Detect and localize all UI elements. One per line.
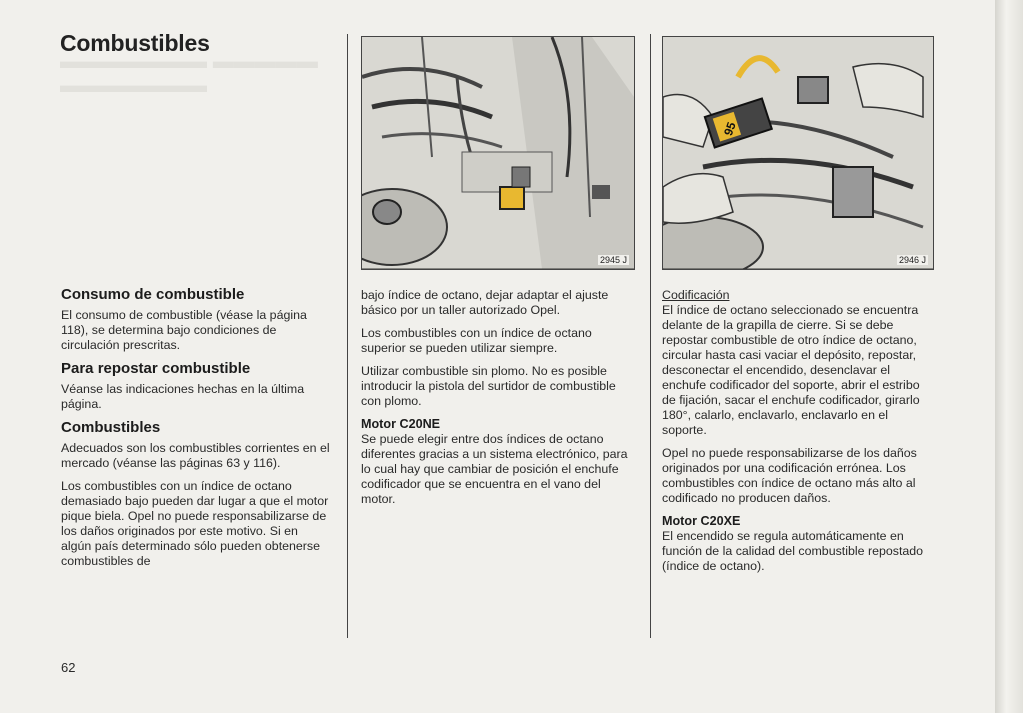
paragraph: Utilizar combustible sin plomo. No es posible introducir la pistola del surtidor de combustible con plomo. <box>361 364 616 408</box>
engine-bay-illustration <box>361 36 635 270</box>
paragraph: El encendido se regula automáticamente en función de la calidad del combustible repostado (índice de octano). <box>662 529 924 573</box>
paragraph: El índice de octano seleccionado se encuentra delante de la grapilla de cierre. Si se debe repostar combustible de otro índice de octano, circular hasta casi vaciar el depósito, repostar, desconectar el encendido, desenclavar el enchufe codificador del soporte, abrir el estribo de fijación, sacar el enchufe codificador, girarlo 180°, calarlo, enclavarlo, enclavarlo en el soporte. <box>662 303 920 437</box>
show-through-text: ▬▬▬▬▬▬▬ ▬▬▬▬▬ ▬▬▬▬▬▬▬ <box>60 50 318 97</box>
subheading-codificacion: Codificación <box>662 288 730 302</box>
section-heading-combustibles: Combustibles <box>61 419 161 436</box>
paragraph: Se puede elegir entre dos índices de octano diferentes gracias a un sistema electrónico, para lo cual hay que cambiar de posición el enchufe codificador que se encuentra en el vano del motor. <box>361 432 628 506</box>
page-title: Combustibles <box>60 30 210 56</box>
coding-plug-label: 95 <box>721 120 739 138</box>
figure-code: 2945 J <box>599 255 627 265</box>
figure-code: 2946 J <box>898 255 926 265</box>
column-2 <box>361 288 633 515</box>
coding-plug-drawing <box>663 37 933 269</box>
page-edge <box>995 0 1023 713</box>
subheading-c20ne: Motor C20NE <box>361 417 441 431</box>
coding-plug-illustration <box>662 36 934 270</box>
paragraph: Véanse las indicaciones hechas en la última página. <box>61 382 305 411</box>
column-3 <box>662 288 932 582</box>
paragraph: Opel no puede responsabilizarse de los daños originados por una codificación errónea. Los combustibles con índice de octano más alto al codificado no producen daños. <box>662 446 917 505</box>
page-number: 62 <box>61 660 76 675</box>
paragraph: Adecuados son los combustibles corrientes en el mercado (véanse las páginas 63 y 116). <box>61 441 330 470</box>
column-1 <box>61 287 331 577</box>
paragraph: Los combustibles con un índice de octano superior se pueden utilizar siempre. <box>361 326 592 355</box>
paragraph: Los combustibles con un índice de octano demasiado bajo pueden dar lugar a que el motor pique biela. Opel no puede responsabilizarse de los daños originados por este motivo. Si en algún país determinado sólo pueden obtenerse combustibles de <box>61 479 329 568</box>
engine-bay-drawing <box>362 37 634 269</box>
section-heading-consumo: Consumo de combustible <box>61 286 245 303</box>
column-divider <box>650 34 651 638</box>
section-heading-repostar: Para repostar combustible <box>61 360 251 377</box>
subheading-c20xe: Motor C20XE <box>662 514 741 528</box>
paragraph: bajo índice de octano, dejar adaptar el ajuste básico por un taller autorizado Opel. <box>361 288 609 317</box>
column-divider <box>347 34 348 638</box>
paragraph: El consumo de combustible (véase la página 118), se determina bajo condiciones de circulación prescritas. <box>61 308 307 352</box>
